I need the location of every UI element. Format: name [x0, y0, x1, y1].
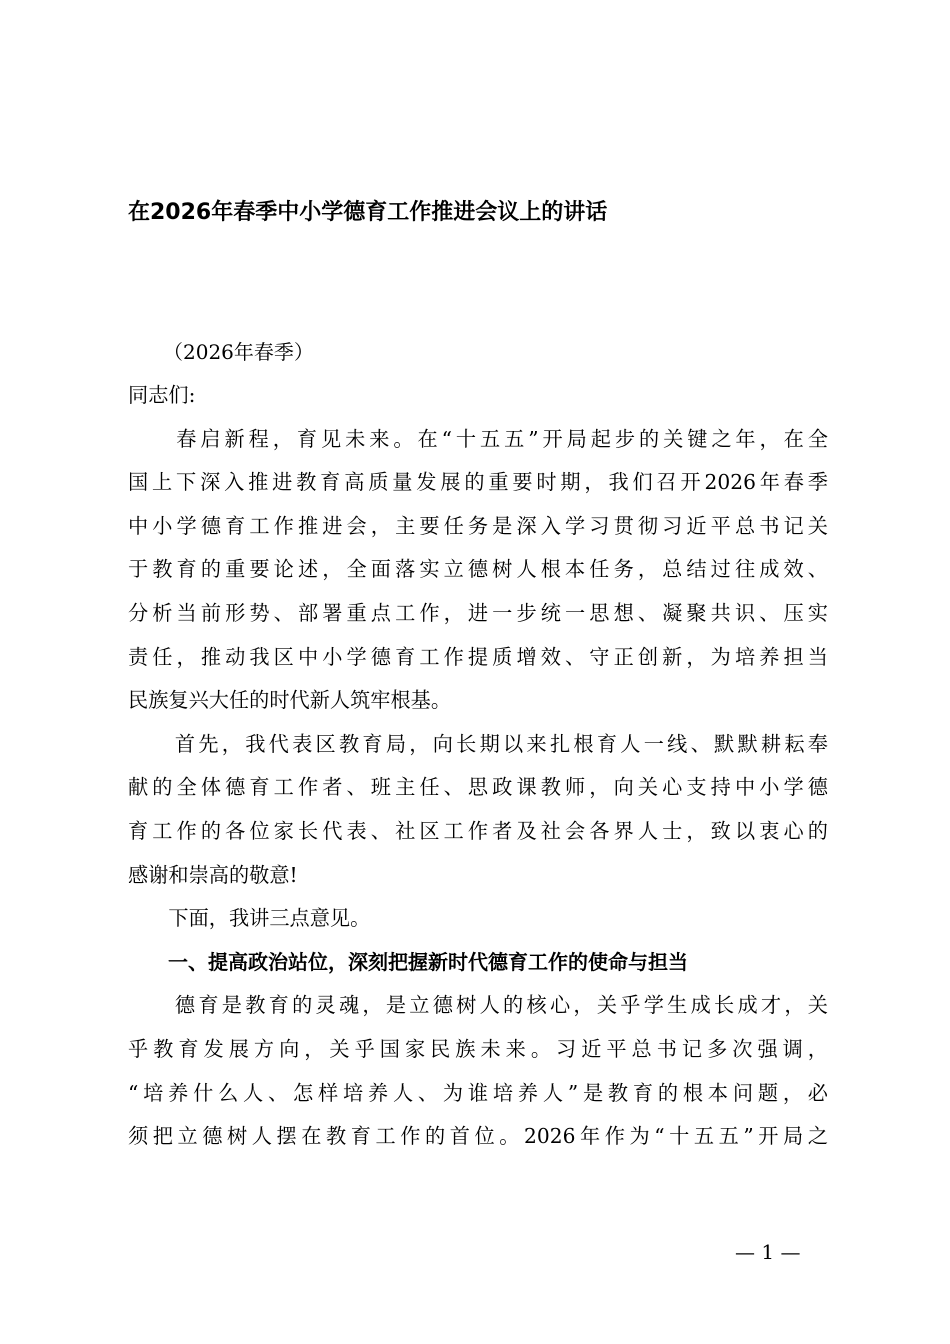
- body-line: 乎教育发展方向，关乎国家民族未来。习近平总书记多次强调，: [128, 1036, 828, 1061]
- page-number: — 1 —: [735, 1240, 801, 1264]
- date-line: （2026年春季）: [163, 340, 314, 364]
- body-line: 春启新程，育见未来。在“十五五”开局起步的关键之年，在全: [128, 426, 828, 451]
- body-line: 民族复兴大任的时代新人筑牢根基。: [128, 688, 452, 713]
- body-line: 于教育的重要论述，全面落实立德树人根本任务，总结过往成效、: [128, 557, 828, 582]
- body-line: 须把立德树人摆在教育工作的首位。2026年作为“十五五”开局之: [128, 1124, 828, 1149]
- body-line: 感谢和崇高的敬意!: [128, 862, 298, 887]
- body-line: 责任，推动我区中小学德育工作提质增效、守正创新，为培养担当: [128, 644, 828, 669]
- body-line: 首先，我代表区教育局，向长期以来扎根育人一线、默默耕耘奉: [128, 731, 828, 756]
- body-line: 国上下深入推进教育高质量发展的重要时期，我们召开2026年春季: [128, 470, 828, 495]
- body-line: 育工作的各位家长代表、社区工作者及社会各界人士，致以衷心的: [128, 818, 828, 843]
- body-line: 同志们:: [128, 383, 196, 407]
- body-line: 分析当前形势、部署重点工作，进一步统一思想、凝聚共识、压实: [128, 600, 828, 625]
- section-heading: 一、提高政治站位，深刻把握新时代德育工作的使命与担当: [128, 949, 688, 974]
- body-line: 中小学德育工作推进会，主要任务是深入学习贯彻习近平总书记关: [128, 513, 828, 538]
- body-line: 德育是教育的灵魂，是立德树人的核心，关乎学生成长成才，关: [128, 993, 828, 1018]
- body-text: [128, 374, 828, 1159]
- document-title: 在2026年春季中小学德育工作推进会议上的讲话: [128, 200, 608, 225]
- body-line: “培养什么人、怎样培养人、为谁培养人”是教育的根本问题，必: [128, 1080, 828, 1105]
- body-line: 下面，我讲三点意见。: [128, 906, 371, 931]
- body-line: 献的全体德育工作者、班主任、思政课教师，向关心支持中小学德: [128, 775, 828, 800]
